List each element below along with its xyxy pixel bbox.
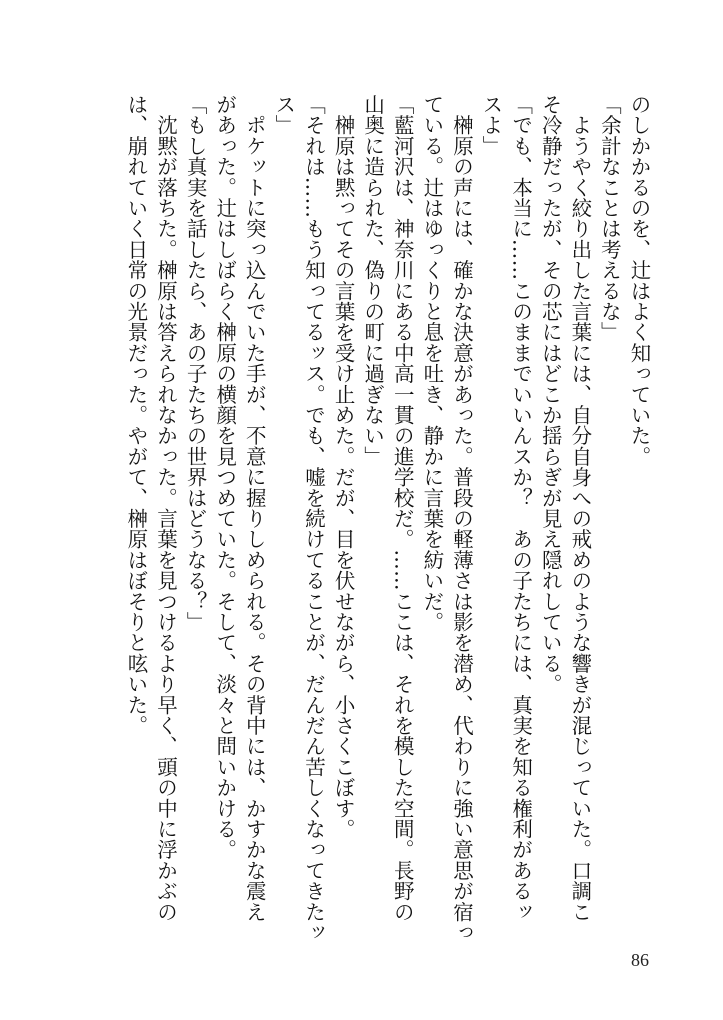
text-line: 榊原は黙ってその言葉を受け止めた。だが、目を伏せながら、小さくこぼす。	[331, 94, 356, 840]
page-number: 86	[631, 950, 649, 970]
text-line: ようやく絞り出した言葉には、自分自身への戒めのような響きが混じっていた。口調こ	[567, 94, 592, 922]
text-line: 沈黙が落ちた。榊原は答えられなかった。言葉を見つけるより早く、頭の中に浮かぶの	[153, 94, 178, 922]
text-line: は、崩れていく日常の光景だった。やがて、榊原はぼそりと呟いた。	[123, 94, 148, 736]
text-line: 「藍河沢は、神奈川にある中高一貫の進学校だ。……ここは、それを模した空間。長野の	[390, 94, 415, 922]
text-line: 「それは……もう知ってるッス。でも、嘘を続けてることが、だんだん苦しくなってきたッ	[301, 94, 326, 943]
text-line: 榊原の声には、確かな決意があった。普段の軽薄さは影を潜め、代わりに強い意思が宿っ	[449, 94, 474, 943]
vertical-text-body	[93, 94, 653, 954]
text-line: ス」	[271, 94, 296, 136]
text-line: のしかかるのを、辻はよく知っていた。	[627, 94, 651, 467]
text-line: スよ」	[479, 94, 504, 157]
text-line: があった。辻はしばらく榊原の横顔を見つめていた。そして、淡々と問いかける。	[212, 94, 237, 860]
text-line: ている。辻はゆっくりと息を吐き、静かに言葉を紡いだ。	[419, 94, 444, 633]
text-line: ポケットに突っ込んでいた手が、不意に握りしめられる。その背中には、かすかな震え	[242, 94, 267, 922]
text-line: 「余計なことは考えるな」	[597, 94, 622, 343]
text-line: そ冷静だったが、その芯にはどこか揺らぎが見え隠れしている。	[538, 94, 563, 695]
text-line: 山奥に造られた、偽りの町に過ぎない」	[360, 94, 385, 467]
text-line: 「もし真実を話したら、あの子たちの世界はどうなる？」	[183, 94, 208, 633]
text-line: 「でも、本当に……このままでいいんスか？ あの子たちには、真実を知る権利があるッ	[508, 94, 533, 922]
